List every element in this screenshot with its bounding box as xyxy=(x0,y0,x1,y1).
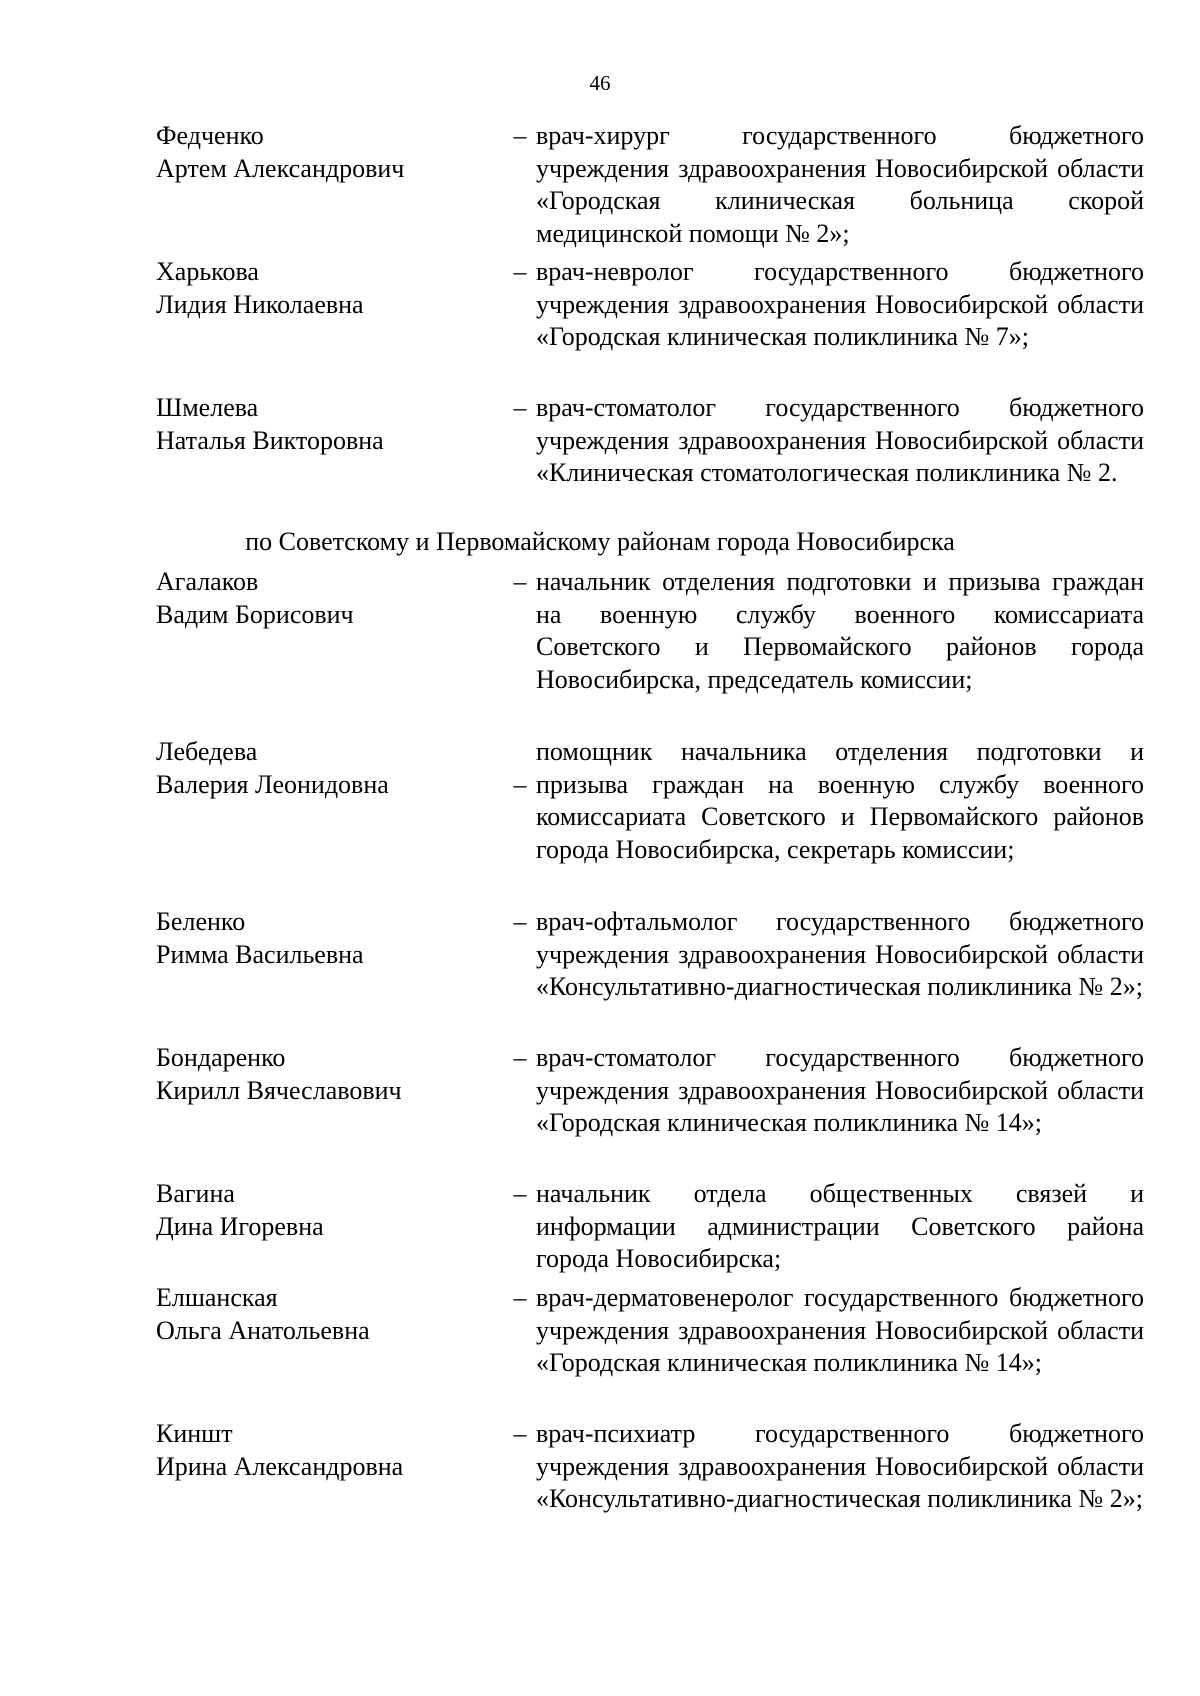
member-entry xyxy=(0,1418,1200,1558)
member-name xyxy=(156,1418,486,1483)
section-heading: по Советскому и Первомайскому районам города Новосибирска xyxy=(245,527,955,556)
member-name xyxy=(156,736,486,801)
member-given-names: Дина Игоревна xyxy=(156,1211,324,1241)
member-entry xyxy=(0,906,1200,1046)
member-position: врач-офтальмолог государственного бюджетного учреждения здравоохранения Новосибирской области «Консультативно-диагностическая поликлиника № 2»; xyxy=(536,907,1144,1001)
member-surname: Харькова xyxy=(156,257,259,286)
member-surname: Беленко xyxy=(156,907,246,936)
page-number: 46 xyxy=(589,71,611,95)
member-given-names: Лидия Николаевна xyxy=(156,289,364,319)
member-name xyxy=(156,1042,486,1107)
member-position: врач-невролог государственного бюджетного учреждения здравоохранения Новосибирской области «Городская клиническая поликлиника № 7»; xyxy=(536,257,1144,351)
member-entry xyxy=(0,566,1200,706)
member-surname: Киншт xyxy=(156,1419,233,1448)
member-given-names: Валерия Леонидовна xyxy=(156,769,389,799)
member-position: врач-стоматолог государственного бюджетного учреждения здравоохранения Новосибирской области «Клиническая стоматологическая поликлиника № 2. xyxy=(536,393,1144,487)
member-surname: Бондаренко xyxy=(156,1043,286,1072)
entry-dash: – xyxy=(513,907,527,936)
entry-dash: – xyxy=(513,769,527,799)
entry-dash: – xyxy=(513,1043,527,1072)
member-given-names: Кирилл Вячеславович xyxy=(156,1075,402,1105)
member-given-names: Ирина Александровна xyxy=(156,1451,404,1481)
member-name xyxy=(156,256,486,321)
member-surname: Лебедева xyxy=(156,737,258,766)
entry-dash: – xyxy=(513,121,527,150)
entry-dash: – xyxy=(513,567,527,596)
entry-dash: – xyxy=(513,257,527,286)
member-position: врач-стоматолог государственного бюджетного учреждения здравоохранения Новосибирской области «Городская клиническая поликлиника № 14»; xyxy=(536,1043,1144,1137)
member-entry xyxy=(0,256,1200,396)
member-name xyxy=(156,120,486,185)
entry-dash: – xyxy=(513,1419,527,1448)
member-entry xyxy=(0,1042,1200,1182)
member-given-names: Артем Александрович xyxy=(156,153,405,183)
member-position: начальник отдела общественных связей и информации администрации Советского района города Новосибирска; xyxy=(536,1179,1144,1273)
member-surname: Вагина xyxy=(156,1179,235,1208)
member-name xyxy=(156,1282,486,1347)
member-name xyxy=(156,906,486,971)
member-position: начальник отделения подготовки и призыва граждан на военную службу военного комиссариата Советского и Первомайского районов города Новосибирска, председатель комиссии; xyxy=(536,567,1144,694)
entry-dash: – xyxy=(513,1283,527,1312)
member-name xyxy=(156,1178,486,1243)
member-position: помощник начальника отделения подготовки и призыва граждан на военную службу военного комиссариата Советского и Первомайского районов города Новосибирска, секретарь комиссии; xyxy=(536,737,1144,864)
member-entry xyxy=(0,736,1200,876)
member-surname: Шмелева xyxy=(156,393,259,422)
member-given-names: Наталья Викторовна xyxy=(156,425,384,455)
member-entry xyxy=(0,1282,1200,1422)
member-surname: Федченко xyxy=(156,121,264,150)
member-surname: Елшанская xyxy=(156,1283,278,1312)
member-entry xyxy=(0,120,1200,260)
entry-dash: – xyxy=(513,1179,527,1208)
member-position: врач-хирург государственного бюджетного учреждения здравоохранения Новосибирской области «Городская клиническая больница скорой медицинской помощи № 2»; xyxy=(536,121,1144,248)
member-given-names: Ольга Анатольевна xyxy=(156,1315,370,1345)
member-given-names: Римма Васильевна xyxy=(156,939,364,969)
member-position: врач-психиатр государственного бюджетного учреждения здравоохранения Новосибирской области «Консультативно-диагностическая поликлиника № 2»; xyxy=(536,1419,1144,1513)
member-name xyxy=(156,392,486,457)
member-surname: Агалаков xyxy=(156,567,259,596)
member-name xyxy=(156,566,486,631)
member-given-names: Вадим Борисович xyxy=(156,599,354,629)
member-position: врач-дерматовенеролог государственного бюджетного учреждения здравоохранения Новосибирской области «Городская клиническая поликлиника № 14»; xyxy=(536,1283,1144,1377)
entry-dash: – xyxy=(513,393,527,422)
member-entry xyxy=(0,392,1200,532)
